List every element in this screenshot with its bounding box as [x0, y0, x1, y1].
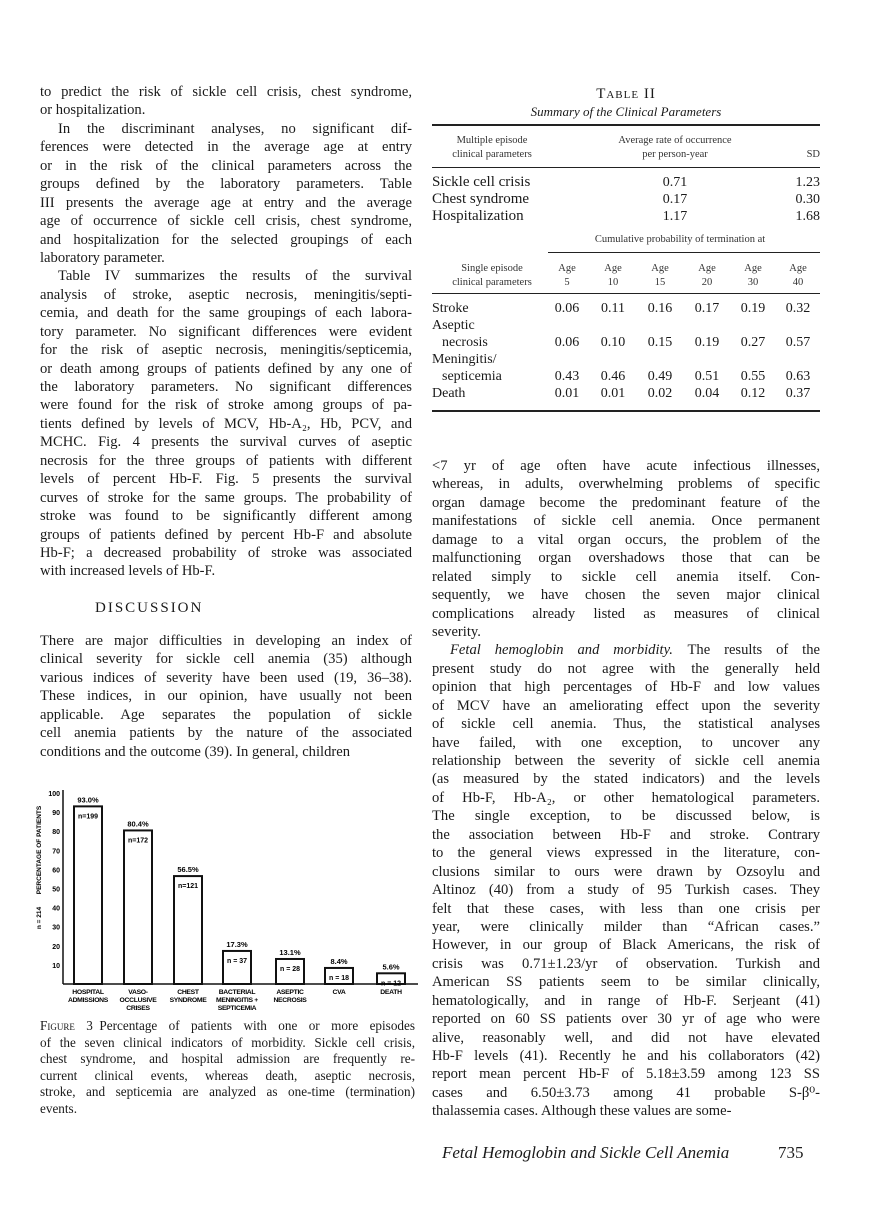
text-line: cell anemia patients by the nature of the associated: [40, 725, 412, 742]
text-line: These indices, in our opinion, have usually not been: [40, 688, 412, 705]
x-category-label: HOSPITAL: [72, 989, 104, 996]
text-line: sequently, we have chosen the seven major clinical: [432, 587, 820, 604]
figure-label: Figure 3: [40, 1018, 93, 1033]
row-label: Chest syndrome: [432, 191, 530, 207]
table-rule: [548, 252, 820, 253]
bar-value-label: 5.6%: [382, 962, 400, 972]
y-tick-label: 60: [52, 867, 60, 875]
probability-value: 0.19: [694, 335, 720, 350]
y-tick-label: 50: [52, 886, 60, 894]
text-line: Hb-F; a decreased probability of stroke was associated: [40, 544, 412, 561]
text-line: applicable. Age separates the population of sickle: [40, 706, 412, 723]
text-line: ferences were detected in the average age at entry: [40, 139, 412, 156]
caption-line: [40, 1101, 415, 1118]
bar-n-label: n=121: [177, 883, 199, 891]
caption-line: [40, 1018, 415, 1035]
x-category-label: MENINGITIS +: [216, 997, 258, 1004]
text-line: In the discriminant analyses, no significant dif-: [58, 120, 412, 137]
text-line: There are major difficulties in developing an index of: [40, 633, 412, 649]
col-header-single: Single episode: [461, 263, 523, 274]
y-axis-sublabel: n = 214: [36, 906, 43, 930]
bar-value-label: 56.5%: [177, 865, 199, 875]
row-label: Sickle cell crisis: [432, 174, 531, 190]
probability-value: 0.32: [785, 301, 811, 316]
text-line: the laboratory parameters. No significant differences: [40, 379, 412, 395]
text-line: of sickle cell anemia. Thus, the statistical analyses: [432, 716, 820, 733]
row-label: septicemia: [442, 369, 502, 384]
text-line: crisis was 0.71±1.23/yr of observation. Turkish and: [432, 955, 820, 972]
row-label: Stroke: [432, 301, 469, 316]
text-line: organ damage become the predominant feature of the: [432, 494, 820, 511]
col-header-age: 15: [654, 277, 666, 288]
col-header-age: Age: [744, 263, 762, 274]
figure-caption: [40, 1018, 415, 1117]
text-line: or in the risk of the clinical parameters across the: [40, 157, 412, 174]
right-column-text: [432, 457, 820, 1121]
text-line: relationship between the severity of sickle cell anemia: [432, 753, 820, 769]
probability-value: 0.10: [600, 335, 626, 350]
y-axis-label: PERCENTAGE OF PATIENTS: [36, 805, 43, 895]
text-line: report mean percent Hb-F of 5.18±3.59 among 123 SS: [432, 1066, 820, 1083]
run-in-heading: Fetal hemoglobin and morbidity.: [450, 642, 673, 659]
y-tick-label: 30: [52, 924, 60, 932]
bar-n-label: n = 12: [380, 980, 402, 988]
section-heading-discussion: DISCUSSION: [95, 600, 204, 616]
text-line: The single exception, to be discussed below, is: [432, 808, 820, 825]
text-line: felt that these cases, with less than one crisis per: [432, 900, 820, 917]
y-tick-label: 70: [52, 848, 60, 856]
row-label: Aseptic: [432, 318, 475, 333]
text-line: necrosis for the three groups of patients with different: [40, 452, 412, 469]
text-line: groups defined by the laboratory parameters. Table: [40, 176, 412, 193]
col-header-age: 5: [564, 277, 570, 288]
probability-value: 0.16: [647, 301, 673, 316]
y-tick-label: 90: [52, 810, 60, 818]
text-line: tients defined by levels of MCV, Hb-A₂, Hb, PCV, and: [40, 415, 412, 432]
probability-value: 0.01: [600, 386, 626, 401]
bar-value-label: 80.4%: [127, 819, 149, 829]
col-header-multi: Multiple episode: [456, 135, 528, 146]
probability-value: 0.19: [740, 301, 766, 316]
text-line: or hospitalization.: [40, 102, 146, 119]
row-label: Hospitalization: [432, 208, 524, 224]
text-line: manifestations of sickle cell anemia. Once permanent: [432, 513, 820, 530]
text-line: However, in our group of Black Americans, the risk of: [432, 937, 820, 954]
text-line: the association between Hb-F and stroke. Contrary: [432, 826, 820, 843]
x-category-label: CHEST: [177, 989, 199, 996]
table-title: Table II: [596, 86, 656, 102]
text-line: tory parameter. No significant differences were evident: [40, 323, 412, 340]
running-title: Fetal Hemoglobin and Sickle Cell Anemia: [442, 1143, 730, 1162]
col-header-age: 10: [607, 277, 619, 288]
bar-value-label: 8.4%: [330, 956, 348, 966]
x-category-label: NECROSIS: [273, 997, 307, 1004]
probability-value: 0.15: [647, 335, 673, 350]
col-header-age: 30: [747, 277, 759, 288]
probability-value: 0.27: [740, 335, 766, 350]
text-line: of Hb-F, Hb-A₂, or other hematological parameters.: [432, 789, 820, 806]
probability-value: 0.55: [740, 369, 766, 384]
x-category-label: CRISES: [126, 1005, 150, 1012]
caption-line: [40, 1035, 415, 1052]
probability-value: 0.01: [554, 386, 580, 401]
text-line: with increased levels of Hb-F.: [40, 563, 216, 580]
sd-value: 1.68: [795, 209, 820, 224]
figure-3-bar-chart: [34, 780, 420, 1020]
table-rule: [432, 124, 820, 126]
text-line: damage to a vital organ occurs, the problem of the: [432, 531, 820, 548]
x-category-label: DEATH: [380, 989, 402, 996]
text-line: conditions and the outcome (39). In general, children: [40, 743, 351, 760]
text-line-run-in: [432, 641, 820, 659]
x-category-label: SYNDROME: [169, 997, 207, 1004]
col-header-age: Age: [698, 263, 716, 274]
probability-value: 0.43: [554, 369, 580, 384]
text-line: (as measured by the stated indicators) and the levels: [432, 771, 820, 788]
caption-line: [40, 1084, 415, 1101]
sd-value: 0.30: [795, 192, 820, 207]
text-line: to the general views expressed in the literature, con-: [432, 845, 820, 862]
cumulative-header: Cumulative probability of termination at: [594, 234, 766, 245]
rate-value: 0.17: [662, 192, 688, 207]
left-column-text: [40, 83, 412, 581]
text-line: hematologically, and in range of Hb-F. Serjeant (41): [432, 992, 820, 1009]
page-number: 735: [778, 1143, 804, 1162]
bar: [174, 876, 202, 984]
sd-value: 1.23: [795, 175, 820, 190]
caption-line: [40, 1051, 415, 1068]
text-line: of MCV have an ameliorating effect upon the severity: [432, 697, 820, 714]
caption-text: events.: [40, 1100, 77, 1116]
bar-value-label: 13.1%: [279, 947, 301, 957]
text-line: have failed, with one exception, to uncover any: [432, 734, 820, 751]
x-category-label: ASEPTIC: [276, 989, 304, 996]
col-header-rate: per person-year: [642, 149, 708, 160]
text-line: to predict the risk of sickle cell crisis, chest syndrome,: [40, 84, 412, 100]
text-span: The results of the: [687, 642, 820, 659]
text-line: and hospitalization for the selected groupings of each: [40, 231, 412, 248]
rate-value: 0.71: [662, 175, 688, 190]
y-tick-label: 100: [48, 791, 60, 798]
col-header-age: 40: [792, 277, 804, 288]
text-line: age of occurrence of sickle cell crisis, chest syndrome,: [40, 213, 412, 230]
y-tick-label: 20: [52, 943, 60, 951]
text-line: whereas, in adults, overwhelming problems of specific: [432, 476, 820, 493]
probability-value: 0.17: [694, 301, 720, 316]
text-line: levels of percent Hb-F. Fig. 5 presents the survival: [40, 471, 412, 488]
text-line: related simply to sickle cell anemia itself. Con-: [432, 568, 820, 585]
x-category-label: OCCLUSIVE: [119, 997, 157, 1004]
text-line: clusions similar to ours were drawn by Ozsoylu and: [432, 863, 820, 880]
text-line: Hb-F levels (41). Recently he and his collaborators (42): [432, 1048, 820, 1064]
text-line: III presents the average age at entry and the average: [40, 194, 412, 211]
x-category-label: VASO-: [128, 989, 148, 996]
probability-value: 0.02: [647, 386, 673, 401]
probability-value: 0.49: [647, 369, 673, 384]
text-line: curves of stroke for the same groups. The probability of: [40, 489, 412, 506]
text-line: thalassemia cases. Although these values are some-: [432, 1103, 732, 1120]
rate-value: 1.17: [662, 209, 688, 224]
bar: [74, 806, 102, 984]
text-line: cases and 6.50±3.73 among 41 probable S-β⁰-: [432, 1084, 820, 1101]
text-line: cemia, and death for the same groupings of each labora-: [40, 305, 412, 322]
discussion-text: [40, 632, 412, 761]
text-line: severity.: [432, 623, 481, 640]
col-header-single: clinical parameters: [452, 277, 532, 288]
text-line: clinical severity for sickle cell anemia (35) although: [40, 651, 412, 668]
caption-text: chest syndrome, and hospital admission are frequently re-: [40, 1051, 415, 1066]
text-line: present study do not agree with the generally held: [432, 660, 820, 677]
row-label: Meningitis/: [432, 352, 497, 367]
probability-value: 0.12: [740, 386, 766, 401]
row-label: Death: [432, 386, 466, 401]
text-line: various indices of severity have been used (19, 36–38).: [40, 669, 412, 686]
text-line: Table IV summarizes the results of the survival: [58, 268, 412, 285]
caption-text: Percentage of patients with one or more episodes: [99, 1018, 415, 1033]
y-tick-label: 80: [52, 829, 60, 837]
col-header-multi: clinical parameters: [452, 149, 532, 160]
col-header-sd: SD: [806, 149, 820, 160]
bar-n-label: n=199: [77, 813, 99, 821]
text-line: or death among groups of patients defined by any one of: [40, 360, 412, 377]
text-line: for the risk of aseptic necrosis, meningitis/septicemia,: [40, 342, 412, 359]
text-line: laboratory parameter.: [40, 249, 165, 266]
text-line: malfunctioning organ overshadows those that can be: [432, 550, 820, 567]
text-line: complications already listed as measures of clinical: [432, 605, 820, 622]
text-line: American SS patients seem to be similar clinically,: [432, 974, 820, 991]
text-line: Altinoz (40) from a study of 95 Turkish cases. They: [432, 882, 820, 899]
text-line: groups of patients defined by percent Hb-F and absolute: [40, 526, 412, 543]
bar: [223, 951, 251, 984]
text-line: year, were clinically milder than “African cases.”: [432, 918, 820, 935]
probability-value: 0.37: [785, 386, 811, 401]
caption-text: stroke, and septicemia are analyzed as one-time (termination): [40, 1084, 415, 1099]
bar-value-label: 93.0%: [77, 795, 99, 805]
probability-value: 0.06: [554, 301, 580, 316]
bar-value-label: 17.3%: [226, 939, 248, 949]
probability-value: 0.51: [694, 369, 720, 384]
text-line: opinion that high percentages of Hb-F and low values: [432, 679, 820, 696]
bar-n-label: n = 18: [328, 974, 350, 982]
text-line: stroke was found to be significantly different among: [40, 508, 412, 525]
probability-value: 0.06: [554, 335, 580, 350]
row-label: necrosis: [442, 335, 488, 350]
text-line: analysis of stroke, aseptic necrosis, meningitis/septi-: [40, 286, 412, 303]
col-header-age: Age: [558, 263, 576, 274]
table-rule: [432, 293, 820, 294]
probability-value: 0.46: [600, 369, 626, 384]
text-line: MCHC. Fig. 4 presents the survival curves of aseptic: [40, 434, 412, 451]
bar: [124, 830, 152, 984]
probability-value: 0.63: [785, 369, 811, 384]
col-header-age: 20: [701, 277, 713, 288]
text-line: were found for the risk of stroke among groups of pa-: [40, 397, 412, 414]
table-subtitle: Summary of the Clinical Parameters: [530, 104, 722, 119]
caption-text: current clinical events, whereas death, aseptic necrosis,: [40, 1067, 415, 1083]
probability-value: 0.04: [694, 386, 720, 401]
table-rule: [432, 410, 820, 412]
table-rule: [432, 167, 820, 168]
probability-value: 0.57: [785, 335, 811, 350]
col-header-age: Age: [789, 263, 807, 274]
col-header-rate: Average rate of occurrence: [618, 135, 732, 146]
bar-n-label: n=172: [127, 837, 149, 845]
x-category-label: ADMISSIONS: [67, 997, 109, 1004]
caption-text: of the seven clinical indicators of morbidity. Sickle cell crisis,: [40, 1034, 415, 1050]
bar-n-label: n = 37: [226, 957, 248, 965]
x-category-label: CVA: [332, 989, 346, 996]
text-line: <7 yr of age often have acute infectious illnesses,: [432, 458, 820, 474]
text-line: reported on 60 SS patients over 30 yr of age who were: [432, 1011, 820, 1028]
x-category-label: BACTERIAL: [218, 989, 256, 996]
probability-value: 0.11: [601, 301, 625, 316]
bar-n-label: n = 28: [279, 965, 301, 973]
y-tick-label: 40: [52, 905, 60, 913]
x-category-label: SEPTICEMIA: [217, 1005, 257, 1012]
caption-line: [40, 1068, 415, 1085]
col-header-age: Age: [651, 263, 669, 274]
text-line: alive, reasonably well, and did not have elevated: [432, 1029, 820, 1046]
y-tick-label: 10: [52, 962, 60, 970]
col-header-age: Age: [604, 263, 622, 274]
